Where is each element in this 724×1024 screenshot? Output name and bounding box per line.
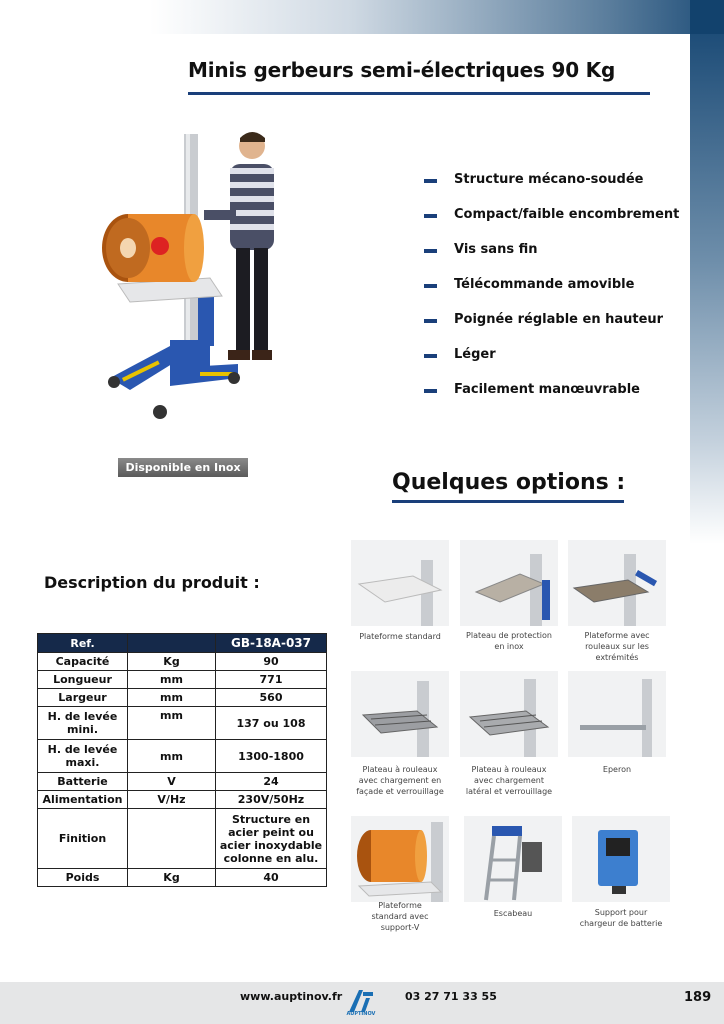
- caption-line: extrémités: [595, 653, 639, 662]
- caption-line: Plateforme avec: [584, 631, 650, 640]
- caption-line: avec chargement: [474, 776, 544, 785]
- caption-line: Eperon: [602, 765, 632, 774]
- caption-line: latéral et verrouillage: [465, 787, 553, 796]
- option-image-inox-plate: [460, 540, 558, 626]
- feature-text: Poignée réglable en hauteur: [454, 312, 664, 327]
- spec-header-row: [38, 634, 327, 653]
- spec-unit: Kg: [128, 653, 216, 671]
- caption-line: chargeur de batterie: [579, 919, 663, 928]
- spec-value: 90: [216, 653, 327, 671]
- caption-line: support-V: [380, 923, 420, 932]
- caption-line: en inox: [494, 642, 524, 651]
- spec-value-line: acier inoxydable: [219, 838, 323, 852]
- spec-header-unit: [128, 634, 216, 653]
- spec-value: 137 ou 108: [216, 707, 327, 740]
- feature-text: Facilement manœuvrable: [454, 382, 640, 397]
- feature-text: Vis sans fin: [454, 242, 538, 257]
- option-image-spur: [568, 671, 666, 757]
- caption-line: Plateforme standard: [359, 632, 441, 641]
- spec-value: 230V/50Hz: [216, 791, 327, 809]
- caption-line: avec chargement en: [358, 776, 442, 785]
- spec-label-line: mini.: [66, 723, 98, 736]
- caption-line: Plateau à rouleaux: [362, 765, 438, 774]
- option-image-standard-platform: [351, 540, 449, 626]
- spec-header-model: GB-18A-037: [216, 634, 327, 653]
- option-image-v-support-platform: [351, 816, 449, 902]
- option-caption: [351, 631, 449, 642]
- feature-text: Structure mécano-soudée: [454, 172, 644, 187]
- option-caption: [566, 630, 668, 663]
- caption-line: Plateforme: [378, 901, 422, 910]
- caption-line: Support pour: [594, 908, 648, 917]
- product-photo: [100, 128, 300, 420]
- spec-value: 771: [216, 671, 327, 689]
- description-title: Description du produit :: [44, 573, 260, 592]
- feature-text: Compact/faible encombrement: [454, 207, 680, 222]
- option-image-front-roller-tray: [351, 671, 449, 757]
- feature-item: [424, 172, 679, 207]
- table-row: [38, 671, 327, 689]
- table-row: [38, 809, 327, 869]
- table-row: [38, 869, 327, 887]
- table-row: [38, 653, 327, 671]
- logo-text: AUPTINOV: [346, 1011, 376, 1017]
- spec-value-line: Structure en: [231, 812, 311, 826]
- top-gradient-band: [150, 0, 724, 34]
- page-title: Minis gerbeurs semi-électriques 90 Kg: [188, 58, 616, 82]
- option-caption: [456, 630, 562, 652]
- dash-bullet-icon: [424, 179, 437, 183]
- option-image-roller-end-platform: [568, 540, 666, 626]
- spec-header-ref: Ref.: [38, 634, 128, 653]
- spec-value: 40: [216, 869, 327, 887]
- spec-label: Longueur: [38, 671, 128, 689]
- spec-unit: [128, 809, 216, 869]
- spec-label: Largeur: [38, 689, 128, 707]
- option-caption: [454, 764, 564, 797]
- spec-value-line: colonne en alu.: [223, 851, 319, 865]
- spec-unit: V/Hz: [128, 791, 216, 809]
- spec-label: [38, 707, 128, 740]
- spec-label: Finition: [38, 809, 128, 869]
- spec-unit: mm: [128, 689, 216, 707]
- spec-label-line: H. de levée: [47, 743, 118, 756]
- dash-bullet-icon: [424, 249, 437, 253]
- table-row: [38, 791, 327, 809]
- spec-unit: mm: [128, 740, 216, 773]
- inox-availability-badge: Disponible en Inox: [118, 458, 248, 477]
- spec-label-line: maxi.: [65, 756, 100, 769]
- feature-text: Léger: [454, 347, 496, 362]
- spec-value: 560: [216, 689, 327, 707]
- feature-item: [424, 347, 679, 382]
- feature-item: [424, 382, 679, 417]
- spec-value: 24: [216, 773, 327, 791]
- top-corner-block: [690, 0, 724, 34]
- spec-table: [37, 633, 327, 887]
- options-underline: [392, 500, 624, 503]
- spec-label: Poids: [38, 869, 128, 887]
- spec-unit: mm: [128, 707, 216, 740]
- title-underline: [188, 92, 650, 95]
- caption-line: Escabeau: [493, 909, 533, 918]
- option-caption: [566, 907, 676, 929]
- table-row: [38, 773, 327, 791]
- feature-item: [424, 277, 679, 312]
- feature-item: [424, 312, 679, 347]
- caption-line: standard avec: [371, 912, 429, 921]
- spec-value-line: acier peint ou: [228, 825, 314, 839]
- option-caption: [346, 764, 454, 797]
- footer-phone: 03 27 71 33 55: [405, 990, 497, 1003]
- dash-bullet-icon: [424, 354, 437, 358]
- feature-item: [424, 242, 679, 277]
- spec-value: 1300-1800: [216, 740, 327, 773]
- option-image-step-ladder: [464, 816, 562, 902]
- spec-label: Alimentation: [38, 791, 128, 809]
- option-caption: [568, 764, 666, 775]
- spec-label: Batterie: [38, 773, 128, 791]
- page-number: 189: [684, 990, 712, 1005]
- caption-line: rouleaux sur les: [585, 642, 649, 651]
- spec-unit: mm: [128, 671, 216, 689]
- feature-text: Télécommande amovible: [454, 277, 635, 292]
- right-gradient-strip: [690, 34, 724, 544]
- caption-line: Plateau de protection: [466, 631, 552, 640]
- option-caption: [351, 900, 449, 933]
- spec-label: Capacité: [38, 653, 128, 671]
- option-image-side-roller-tray: [460, 671, 558, 757]
- footer-website-link[interactable]: www.auptinov.fr: [240, 990, 343, 1003]
- spec-unit: V: [128, 773, 216, 791]
- option-image-battery-charger-support: [572, 816, 670, 902]
- options-title: Quelques options :: [392, 470, 626, 495]
- spec-unit: Kg: [128, 869, 216, 887]
- feature-list: [424, 172, 679, 417]
- dash-bullet-icon: [424, 214, 437, 218]
- dash-bullet-icon: [424, 284, 437, 288]
- caption-line: Plateau à rouleaux: [471, 765, 547, 774]
- table-row: [38, 740, 327, 773]
- caption-line: façade et verrouillage: [356, 787, 444, 796]
- option-caption: [464, 908, 562, 919]
- dash-bullet-icon: [424, 389, 437, 393]
- table-row: [38, 689, 327, 707]
- feature-item: [424, 207, 679, 242]
- dash-bullet-icon: [424, 319, 437, 323]
- spec-label: [38, 740, 128, 773]
- spec-label-line: H. de levée: [47, 710, 118, 723]
- table-row: [38, 707, 327, 740]
- spec-value: [216, 809, 327, 869]
